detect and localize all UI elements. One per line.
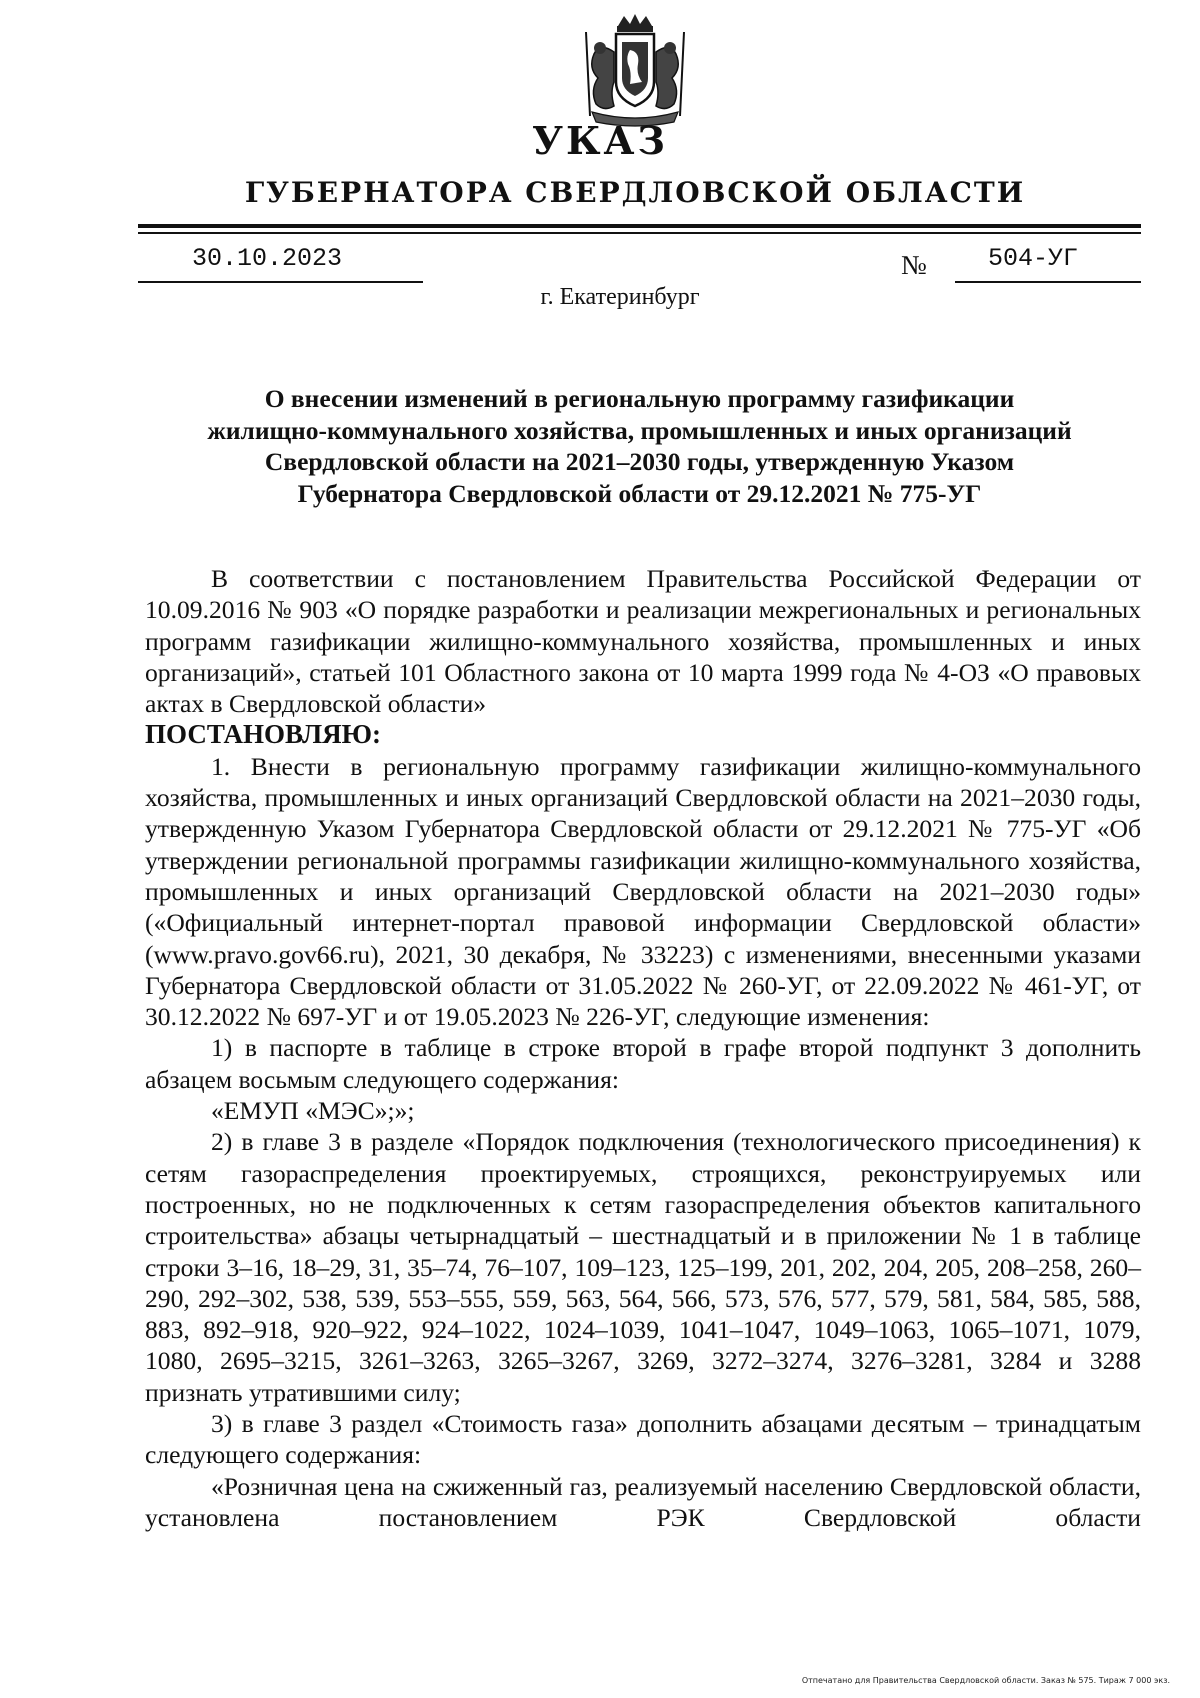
- subject-line: Губернатора Свердловской области от 29.12.2021 № 775-УГ: [297, 478, 982, 508]
- preamble-paragraph: В соответствии с постановлением Правительства Российской Федерации от 10.09.2016 № 903 «О порядке разработки и реализации межрегиональных и региональных программ газификации жилищно-коммунального хозяйства, промышленных и иных организаций», статьей 101 Областного закона от 10 марта 1999 года № 4-ОЗ «О правовых актах в Свердловской области»: [145, 564, 1141, 719]
- document-type-title: УКАЗ: [532, 118, 668, 163]
- number-underline: [955, 281, 1141, 283]
- date-underline: [138, 281, 423, 283]
- number-sign: №: [901, 250, 927, 280]
- document-subject: [138, 383, 1141, 509]
- header-rule-thick: [138, 224, 1141, 228]
- subitem-1-quote: «ЕМУП «МЭС»;»;: [211, 1096, 415, 1126]
- subitem-3-paragraph: 3) в главе 3 раздел «Стоимость газа» дополнить абзацами десятым – тринадцатым следующего содержания:: [145, 1409, 1141, 1470]
- subitem-2-paragraph: 2) в главе 3 в разделе «Порядок подключения (технологического присоединения) к сетям газораспределения проектируемых, строящихся, реконструируемых или построенных, но не подключенных к сетям газораспределения объектов капитального строительства» абзацы четырнадцатый – шестнадцатый и в приложении № 1 в таблице строки 3–16, 18–29, 31, 35–74, 76–107, 109–123, 125–199, 201, 202, 204, 205, 208–258, 260–290, 292–302, 538, 539, 553–555, 559, 563, 564, 566, 573, 576, 577, 579, 581, 584, 585, 588, 883, 892–918, 920–922, 924–1022, 1024–1039, 1041–1047, 1049–1063, 1065–1071, 1079, 1080, 2695–3215, 3261–3263, 3265–3267, 3269, 3272–3274, 3276–3281, 3284 и 3288 признать утратившими силу;: [145, 1127, 1141, 1407]
- document-body: [145, 563, 1141, 1533]
- decree-heading: ПОСТАНОВЛЯЮ:: [145, 719, 381, 750]
- subject-line: О внесении изменений в региональную программу газификации: [264, 384, 1015, 413]
- issuer-title: ГУБЕРНАТОРА СВЕРДЛОВСКОЙ ОБЛАСТИ: [244, 176, 1026, 209]
- subitem-1-paragraph: 1) в паспорте в таблице в строке второй в графе второй подпункт 3 дополнить абзацем восьмым следующего содержания:: [145, 1033, 1141, 1094]
- subject-line: Свердловской области на 2021–2030 годы, утвержденную Указом: [264, 447, 1015, 476]
- document-number: 504-УГ: [988, 244, 1079, 273]
- document-date: 30.10.2023: [192, 244, 343, 273]
- item-1-paragraph: 1. Внести в региональную программу газификации жилищно-коммунального хозяйства, промышленных и иных организаций Свердловской области на 2021–2030 годы, утвержденную Указом Губернатора Свердловской области от 29.12.2021 № 775-УГ «Об утверждении региональной программы газификации жилищно-коммунального хозяйства, промышленных и иных организаций Свердловской области на 2021–2030 годы» («Официальный интернет-портал правовой информации Свердловской области» (www.pravo.gov66.ru), 2021, 30 декабря, № 33223) с изменениями, внесенными указами Губернатора Свердловской области от 31.05.2022 № 260-УГ, от 22.09.2022 № 461-УГ, от 30.12.2022 № 697-УГ и от 19.05.2023 № 226-УГ, следующие изменения:: [145, 751, 1141, 1032]
- issue-city: г. Екатеринбург: [540, 284, 700, 310]
- coat-of-arms-icon: [570, 12, 700, 130]
- subject-line: жилищно-коммунального хозяйства, промышленных и иных организаций: [207, 415, 1072, 445]
- header-rule-thin: [138, 232, 1141, 234]
- print-note: Отпечатано для Правительства Свердловской области. Заказ № 575. Тираж 7 000 экз.: [801, 1676, 1170, 1685]
- subitem-3-quote: «Розничная цена на сжиженный газ, реализуемый населению Свердловской области, установлена постановлением РЭК Свердловской области: [145, 1471, 1141, 1532]
